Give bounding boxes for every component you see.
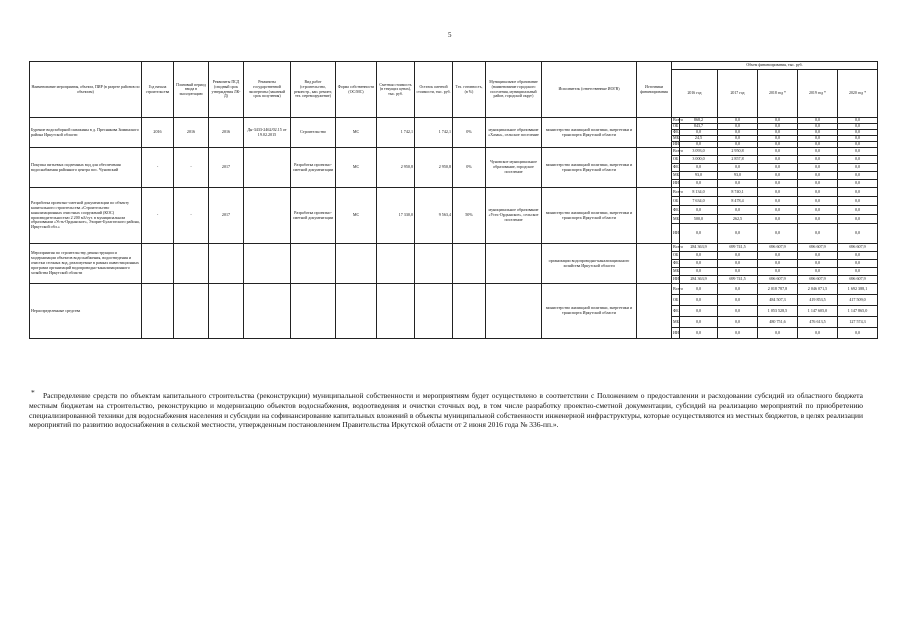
fund-value-cell: 0,0: [758, 130, 798, 136]
fund-source-label: ФБ: [672, 306, 680, 317]
row-work-type: [291, 244, 336, 284]
fund-value-cell: 0,0: [680, 206, 718, 215]
fund-value-cell: 0,0: [838, 188, 878, 197]
fund-source-label: Всего: [673, 117, 684, 123]
fund-source-label: МБ: [672, 172, 680, 180]
row-remaining-cost: 9 563,4: [415, 188, 453, 244]
row-expertise: Дн-3433-2462/02.15 от 19.02.2015: [244, 118, 291, 148]
fund-source-label: ОБ: [672, 197, 680, 206]
program-table: [29, 61, 878, 339]
fund-value-cell: 2 046 071,5: [798, 284, 838, 295]
row-psd: [209, 244, 244, 284]
row-municipality: [486, 284, 542, 339]
fund-value-cell: 0,0: [798, 164, 838, 172]
header-year-2016: 2016 год: [672, 70, 718, 118]
row-municipality: муниципальное образование «Усть-Ордынское», сельское поселение: [486, 188, 542, 244]
fund-value-cell: 0,0: [838, 328, 878, 339]
fund-value-cell: 0,0: [758, 148, 798, 156]
row-start-year: -: [142, 188, 174, 244]
row-estimate-cost: 1 742,1: [377, 118, 415, 148]
fund-value-cell: 262,5: [718, 215, 758, 224]
fund-value-cell: 868,2: [680, 118, 718, 124]
fund-value-cell: 0,0: [718, 164, 758, 172]
fund-source-label: Всего: [672, 244, 680, 252]
fund-value-cell: 2 950,8: [718, 148, 758, 156]
fund-value-cell: 0,0: [838, 197, 878, 206]
fund-value-cell: 1 147 605,0: [798, 306, 838, 317]
row-work-type: [291, 284, 336, 339]
fund-source-label: МБ: [672, 268, 680, 276]
header-psd: Реквизиты ПСД (сводный срок утверждения ЛК-Д): [209, 62, 244, 118]
row-sources-blank: [637, 148, 672, 188]
footnote: [29, 391, 863, 430]
fund-value-cell: 0,0: [798, 118, 838, 124]
fund-value-cell: 0,0: [680, 295, 718, 306]
fund-value-cell: 0,0: [798, 136, 838, 142]
fund-value-cell: 0,0: [680, 328, 718, 339]
fund-value-cell: 0,0: [680, 268, 718, 276]
fund-value-cell: 0,0: [718, 317, 758, 328]
fund-value-cell: 8 478,4: [718, 197, 758, 206]
fund-value-cell: 8 740,1: [718, 188, 758, 197]
fund-value-cell: 0,0: [798, 197, 838, 206]
header-expertise: Реквизиты государственной экспертизы (заказный срок получения): [244, 62, 291, 118]
fund-value-cell: 0,0: [838, 156, 878, 164]
fund-value-cell: 0,0: [718, 252, 758, 260]
fund-value-cell: 0,0: [680, 180, 718, 188]
row-name: Нераспределенные средства: [30, 284, 142, 339]
fund-source-label: ИИ: [672, 180, 680, 188]
fund-value-cell: 0,0: [838, 118, 878, 124]
header-start-year: Год начала строительства: [142, 62, 174, 118]
fund-source-label: ФБ: [672, 260, 680, 268]
row-readiness: 0%: [453, 118, 486, 148]
header-executor: Исполнитель (ответственные ИОГВ): [542, 62, 637, 118]
row-name: Мероприятия по строительству, реконструкции и модернизации объектов водоснабжения, водоотведения и очистки сточных вод, реализуемые в рамках инвестиционных программ организаций водопроводно-канализационного хозяйства Иркутской области: [30, 244, 142, 284]
fund-value-cell: 0,0: [838, 136, 878, 142]
row-ownership: МС: [336, 148, 377, 188]
row-commission-year: [174, 244, 209, 284]
row-sources-blank: [637, 188, 672, 244]
fund-value-cell: 696 607,9: [838, 244, 878, 252]
row-estimate-cost: 17 330,0: [377, 188, 415, 244]
row-ownership: [336, 244, 377, 284]
row-estimate-cost: [377, 244, 415, 284]
fund-value-cell: 500,0: [680, 215, 718, 224]
fund-value-cell: 0,0: [680, 224, 718, 244]
row-municipality: [486, 244, 542, 284]
row-expertise: [244, 188, 291, 244]
fund-value-cell: 696 607,9: [758, 244, 798, 252]
fund-value-cell: 0,0: [838, 124, 878, 130]
row-ownership: МС: [336, 188, 377, 244]
fund-value-cell: 0,0: [680, 260, 718, 268]
footnote-text: Распределение средств по объектам капитального строительства (реконструкции) муниципальной собственности и мероприятиям будет осуществлено в соответствии с Положением о предоставлении и расходовании субсидий из областного бюджета местным бюджетам на строительство, реконструкцию и модернизацию объектов водоснабжения, водоотведения и очистки сточных вод, в том числе разработку проектно-сметной документации, субсидий на реализацию мероприятий по приобретению специализированной техники для водоснабжения населения и субсидии на софинансирование капитальных вложений в объекты муниципальной собственности инженерной инфраструктуры, которые осуществляются из местных бюджетов, в целях реализации мероприятий по развитию водоснабжения в сельской местности, утвержденным постановлением Правительства Иркутской области от 2 июня 2016 года № 336-пп.».: [29, 391, 863, 430]
header-commission-year: Плановый период ввода в эксплуатацию: [174, 62, 209, 118]
fund-value-cell: 0,0: [838, 164, 878, 172]
fund-value-cell: 0,0: [838, 180, 878, 188]
row-executor: организации водопроводно-канализационного хозяйства Иркутской области: [542, 244, 637, 284]
header-sources: Источники финансирования: [637, 62, 672, 118]
fund-value-cell: 0,0: [798, 206, 838, 215]
fund-value-cell: 0,0: [798, 215, 838, 224]
fund-value-cell: 480 751,6: [758, 317, 798, 328]
fund-source-label: МБ: [672, 317, 680, 328]
fund-source-label: ОБ: [672, 156, 680, 164]
fund-value-cell: 0,0: [718, 136, 758, 142]
fund-value-cell: 127 574,3: [838, 317, 878, 328]
fund-source-label: ОБ: [672, 295, 680, 306]
fund-value-cell: 0,0: [758, 206, 798, 215]
fund-value-cell: 0,0: [718, 206, 758, 215]
row-expertise: [244, 244, 291, 284]
fund-value-cell: 0,0: [838, 206, 878, 215]
row-commission-year: 2016: [174, 118, 209, 148]
row-psd: 2017: [209, 148, 244, 188]
header-ownership: Форма собственности (ОС/МС): [336, 62, 377, 118]
row-executor: министерство жилищной политики, энергетики и транспорта Иркутской области: [542, 284, 637, 339]
fund-value-cell: 0,0: [758, 328, 798, 339]
fund-value-cell: 0,0: [838, 172, 878, 180]
fund-source-label: ФБ: [672, 164, 680, 172]
fund-value-cell: 699 741,5: [718, 276, 758, 284]
fund-value-cell: 0,0: [758, 188, 798, 197]
fund-value-cell: 24,5: [680, 136, 718, 142]
fund-value-cell: 0,0: [758, 124, 798, 130]
row-start-year: -: [142, 148, 174, 188]
fund-value-cell: 699 741,5: [718, 244, 758, 252]
fund-value-cell: 0,0: [838, 142, 878, 148]
row-readiness: [453, 284, 486, 339]
row-work-type: Разработка проектно-сметной документации: [291, 148, 336, 188]
fund-source-label: ОБ: [672, 252, 680, 260]
fund-value-cell: 93,0: [680, 172, 718, 180]
fund-value-cell: 0,0: [680, 284, 718, 295]
row-municipality: Чуновское муниципальное образование, городское поселение: [486, 148, 542, 188]
row-readiness: [453, 244, 486, 284]
fund-value-cell: 0,0: [798, 224, 838, 244]
header-year-2020: 2020 год *: [838, 70, 878, 118]
fund-value-cell: 0,0: [798, 172, 838, 180]
fund-value-cell: 0,0: [758, 268, 798, 276]
row-start-year: [142, 284, 174, 339]
table-row: [30, 244, 878, 252]
row-remaining-cost: 1 742,1: [415, 118, 453, 148]
fund-value-cell: 0,0: [798, 180, 838, 188]
row-work-type: Разработка проектно-сметной документации: [291, 188, 336, 244]
fund-value-cell: 0,0: [718, 260, 758, 268]
fund-value-cell: 0,0: [718, 118, 758, 124]
fund-value-cell: 843,7: [680, 124, 718, 130]
fund-value-cell: 0,0: [718, 224, 758, 244]
row-remaining-cost: 2 950,8: [415, 148, 453, 188]
fund-value-cell: 0,0: [758, 260, 798, 268]
fund-value-cell: 0,0: [680, 306, 718, 317]
row-sources-blank: [637, 244, 672, 284]
fund-value-cell: 2 857,8: [718, 156, 758, 164]
fund-value-cell: 0,0: [758, 172, 798, 180]
fund-value-cell: 0,0: [838, 130, 878, 136]
fund-source-label: ИИ: [672, 276, 680, 284]
row-sources-blank: [637, 118, 672, 148]
fund-source-label: Всего: [672, 148, 680, 156]
row-sources-blank: [637, 284, 672, 339]
row-commission-year: -: [174, 188, 209, 244]
fund-value-cell: 0,0: [758, 224, 798, 244]
fund-value-cell: 696 607,9: [798, 244, 838, 252]
fund-value-cell: 7 634,0: [680, 197, 718, 206]
fund-value-cell: 0,0: [718, 124, 758, 130]
fund-value-cell: 0,0: [758, 142, 798, 148]
fund-value-cell: 0,0: [680, 142, 718, 148]
fund-value-cell: 0,0: [798, 252, 838, 260]
row-executor: министерство жилищной политики, энергетики и транспорта Иркутской области: [542, 188, 637, 244]
fund-value-cell: 0,0: [798, 188, 838, 197]
row-name: Бурение водозаборной скважины в д. Преснякова Зиминского района Иркутской области: [30, 118, 142, 148]
fund-value-cell: 0,0: [798, 124, 838, 130]
fund-value-cell: 0,0: [798, 130, 838, 136]
row-remaining-cost: [415, 284, 453, 339]
row-ownership: [336, 284, 377, 339]
fund-value-cell: 0,0: [718, 130, 758, 136]
fund-source-label: ИИ: [672, 328, 680, 339]
fund-value-cell: 0,0: [798, 142, 838, 148]
fund-value-cell: 284 363,9: [680, 276, 718, 284]
fund-value-cell: 3 000,0: [680, 156, 718, 164]
fund-value-cell: 0,0: [718, 268, 758, 276]
fund-value-cell: 0,0: [718, 180, 758, 188]
header-volume: Объем финансирования, тыс. руб.: [672, 62, 878, 70]
table-row: [30, 148, 878, 156]
row-municipality: муниципальное образование «Хазан», сельское поселение: [486, 118, 542, 148]
fund-value-cell: 0,0: [838, 268, 878, 276]
row-name: Разработка проектно-сметной документации по объекту капитального строительства «Строительство канализационных очистных сооружений (КОС) производительностью 2 200 м3/сут. в муниципальном образовании «Усть-Ордынское», Эхирит-Булагатского района, Иркутской обл.»: [30, 188, 142, 244]
row-start-year: 2016: [142, 118, 174, 148]
fund-value-cell: 284 363,9: [680, 244, 718, 252]
fund-value-cell: 0,0: [838, 215, 878, 224]
fund-value-cell: 0,0: [758, 118, 798, 124]
fund-value-cell: 696 607,9: [798, 276, 838, 284]
row-readiness: 50%: [453, 188, 486, 244]
row-name: Покупка питьевых подземных вод для обеспечения водоснабжения районного центра пос. Чуновский: [30, 148, 142, 188]
fund-value-cell: 696 607,9: [758, 276, 798, 284]
table-row: [30, 188, 878, 197]
fund-value-cell: 0,0: [758, 215, 798, 224]
fund-value-cell: 0,0: [798, 156, 838, 164]
header-year-2019: 2019 год *: [798, 70, 838, 118]
fund-value-cell: 0,0: [680, 317, 718, 328]
header-remaining-cost: Остаток сметной стоимости, тыс. руб.: [415, 62, 453, 118]
fund-source-label: ФБ: [673, 129, 679, 135]
fund-value-cell: 0,0: [680, 252, 718, 260]
fund-source-label: МБ: [672, 215, 680, 224]
fund-value-cell: 417 509,0: [838, 295, 878, 306]
row-psd: 2017: [209, 188, 244, 244]
row-work-type: Строительство: [291, 118, 336, 148]
fund-value-cell: 0,0: [758, 180, 798, 188]
fund-value-cell: 0,0: [680, 164, 718, 172]
fund-value-cell: 0,0: [758, 197, 798, 206]
fund-value-cell: 696 607,9: [838, 276, 878, 284]
fund-value-cell: 0,0: [718, 284, 758, 295]
fund-value-cell: 0,0: [758, 136, 798, 142]
fund-value-cell: 1 147 865,0: [838, 306, 878, 317]
header-year-2017: 2017 год: [718, 70, 758, 118]
fund-value-cell: 0,0: [718, 306, 758, 317]
row-executor: министерство жилищной политики, энергетики и транспорта Иркутской области: [542, 148, 637, 188]
header-estimate-cost: Сметная стоимость (в текущих ценах), тыс. руб.: [377, 62, 415, 118]
fund-value-cell: 8 134,0: [680, 188, 718, 197]
fund-value-cell: 2 018 787,8: [758, 284, 798, 295]
table-body: [30, 62, 878, 339]
row-executor: министерство жилищной политики, энергетики и транспорта Иркутской области: [542, 118, 637, 148]
row-expertise: [244, 148, 291, 188]
row-commission-year: -: [174, 148, 209, 188]
fund-value-cell: 484 507,3: [758, 295, 798, 306]
fund-value-cell: 0,0: [758, 156, 798, 164]
row-expertise: [244, 284, 291, 339]
fund-value-cell: 0,0: [838, 148, 878, 156]
fund-source-label: ОБ: [673, 123, 679, 129]
fund-value-cell: 0,0: [718, 142, 758, 148]
fund-value-cell: 0,0: [798, 328, 838, 339]
fund-value-cell: 1 692 388,1: [838, 284, 878, 295]
header-readiness: Тех. готовность, (в %): [453, 62, 486, 118]
header-name: Наименование мероприятия, объекта, ПИР (в разрезе районов по объектам): [30, 62, 142, 118]
fund-value-cell: 419 853,5: [798, 295, 838, 306]
row-remaining-cost: [415, 244, 453, 284]
fund-value-cell: 1 053 528,5: [758, 306, 798, 317]
row-start-year: [142, 244, 174, 284]
row-commission-year: [174, 284, 209, 339]
fund-value-cell: 0,0: [838, 260, 878, 268]
fund-source-label: Всего: [672, 284, 680, 295]
row-ownership: МС: [336, 118, 377, 148]
fund-value-cell: 0,0: [718, 328, 758, 339]
fund-value-cell: 3 093,0: [680, 148, 718, 156]
note-marker: *: [31, 388, 35, 397]
table-row: [30, 284, 878, 295]
fund-source-label: ИИ: [673, 141, 679, 147]
fund-source-label: ИИ: [672, 224, 680, 244]
fund-value-cell: 0,0: [798, 148, 838, 156]
row-readiness: 0%: [453, 148, 486, 188]
fund-value-cell: 0,0: [798, 268, 838, 276]
fund-value-cell: 0,0: [838, 252, 878, 260]
fund-value-cell: 0,0: [758, 252, 798, 260]
fund-source-label: Всего: [672, 188, 680, 197]
fund-source-label: ФБ: [672, 206, 680, 215]
page-number: 5: [448, 31, 452, 39]
fund-source-label: МБ: [673, 135, 679, 141]
fund-value-cell: 93,0: [718, 172, 758, 180]
header-work-type: Вид работ (строительство, реконстр., кап. ремонт, тех. перевооружение): [291, 62, 336, 118]
fund-value-cell: 0,0: [798, 260, 838, 268]
row-estimate-cost: [377, 284, 415, 339]
fund-value-cell: 0,0: [718, 295, 758, 306]
fund-value-cell: 0,0: [838, 224, 878, 244]
fund-value-cell: 0,0: [680, 130, 718, 136]
fund-value-cell: 476 613,5: [798, 317, 838, 328]
row-estimate-cost: 2 950,8: [377, 148, 415, 188]
fund-value-cell: 0,0: [758, 164, 798, 172]
header-municipality: Муниципальное образование (наименование городского поселения, муниципальный район, городской округ): [486, 62, 542, 118]
header-year-2018: 2018 год *: [758, 70, 798, 118]
row-psd: [209, 284, 244, 339]
row-psd: 2016: [209, 118, 244, 148]
